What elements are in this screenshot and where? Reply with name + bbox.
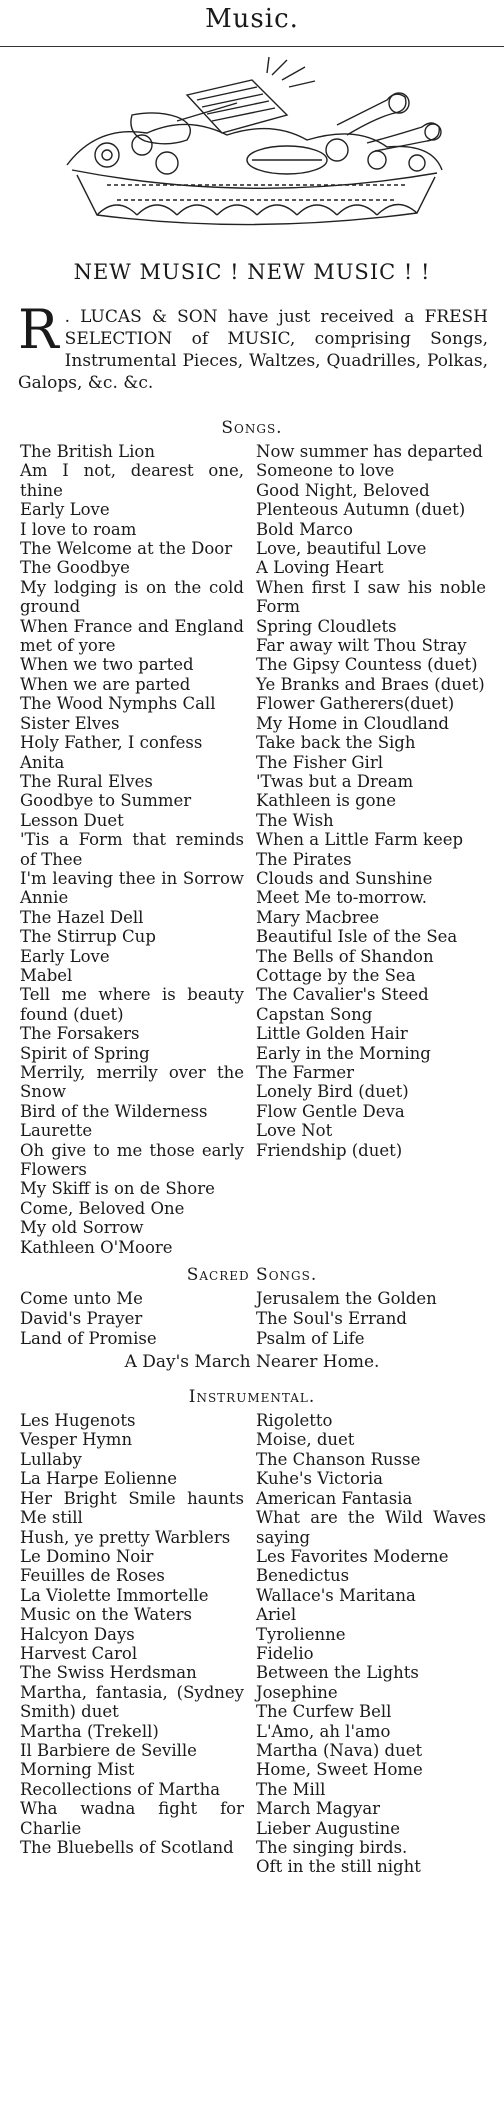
list-item: David's Prayer [20, 1309, 143, 1329]
list-item: Josephine [256, 1682, 338, 1702]
list-item: I love to roam [20, 519, 137, 539]
list-item: Lieber Augustine [256, 1818, 400, 1838]
list-item: Tyrolienne [256, 1624, 346, 1644]
list-item: Wha wadna fight for Charlie [20, 1799, 244, 1838]
list-item: The Wish [256, 810, 334, 830]
list-item: Spring Cloudlets [256, 616, 397, 636]
list-item: March Magyar [256, 1799, 381, 1819]
list-item: Plenteous Autumn (duet) [256, 500, 466, 520]
list-item: Ariel [256, 1605, 297, 1625]
list-item: The Rural Elves [20, 771, 153, 791]
list-item: Oh give to me those early Flowers [20, 1140, 244, 1180]
list-item: Martha (Nava) duet [256, 1740, 423, 1760]
list-item: Le Domino Noir [20, 1546, 154, 1566]
list-item: Ye Branks and Braes (duet) [256, 674, 485, 694]
list-item: Moise, duet [256, 1430, 355, 1450]
list-item: Her Bright Smile haunts Me still [20, 1488, 244, 1528]
list-item: Mary Macbree [256, 907, 380, 927]
list-item: A Loving Heart [256, 558, 384, 578]
intro-text: . LUCAS & SON have just received a FRESH SELECTION of MUSIC, comprising Songs, Instrumental Pieces, Waltzes, Quadrilles, Polkas, Galops, &c. &c. [18, 307, 488, 393]
page-title: Music. [205, 4, 299, 34]
list-item: Land of Promise [20, 1329, 157, 1349]
column-header [0, 0, 504, 47]
list-item: Halcyon Days [20, 1624, 135, 1644]
list-item: The Wood Nymphs Call [20, 694, 216, 714]
list-item: L'Amo, ah l'amo [256, 1721, 391, 1741]
list-item: Kathleen O'Moore [20, 1237, 173, 1257]
list-item: Meet Me to-morrow. [256, 888, 428, 908]
list-item: When France and England met of yore [20, 616, 244, 656]
list-item: Morning Mist [20, 1760, 135, 1780]
list-item: The British Lion [20, 442, 155, 461]
music-instruments-illustration [37, 55, 467, 230]
list-item: Lullaby [20, 1449, 82, 1469]
section-title-sacred: Sacred Songs. [186, 1265, 318, 1286]
list-item: My Home in Cloudland [256, 713, 449, 733]
list-item: Clouds and Sunshine [256, 868, 433, 888]
list-item: Music on the Waters [20, 1605, 192, 1625]
list-item: Benedictus [256, 1566, 350, 1586]
list-item: Lonely Bird (duet) [256, 1082, 409, 1102]
list-item: Am I not, dearest one, thine [20, 461, 244, 500]
list-item: The Farmer [256, 1063, 354, 1082]
list-item: Harvest Carol [20, 1643, 138, 1663]
list-item: Recollections of Martha [20, 1779, 221, 1799]
new-music-banner: NEW MUSIC ! NEW MUSIC ! ! [73, 260, 431, 284]
list-item: Les Hugenots [20, 1411, 136, 1431]
list-item: Sister Elves [20, 713, 120, 733]
list-item: Fidelio [256, 1643, 314, 1663]
intro-paragraph [18, 298, 488, 394]
list-item: Early Love [20, 946, 110, 966]
list-item: Home, Sweet Home [256, 1760, 423, 1780]
list-item: The Fisher Girl [256, 752, 383, 772]
list-item: Love Not [256, 1121, 333, 1141]
list-item: Anita [20, 752, 65, 772]
songs-list [0, 442, 504, 1257]
list-item: The Hazel Dell [20, 907, 144, 927]
list-item: Come, Beloved One [20, 1198, 185, 1218]
sacred-list [0, 1289, 504, 1349]
list-item: My old Sorrow [20, 1218, 144, 1238]
list-item: Vesper Hymn [20, 1430, 133, 1450]
list-item: Capstan Song [256, 1004, 373, 1024]
list-item: Flow Gentle Deva [256, 1101, 405, 1121]
list-item: When we two parted [20, 655, 194, 675]
list-item: 'Tis a Form that reminds of Thee [20, 830, 244, 869]
list-item: The Swiss Herdsman [20, 1663, 197, 1683]
list-item: Tell me where is beauty found (duet) [20, 985, 244, 1024]
list-item: The Welcome at the Door [20, 539, 233, 559]
list-item: Holy Father, I confess [20, 733, 203, 753]
list-item: Early in the Morning [256, 1043, 431, 1063]
list-item: Cottage by the Sea [256, 965, 416, 985]
list-item: Bold Marco [256, 519, 353, 539]
list-item: Far away wilt Thou Stray [256, 636, 467, 656]
list-item: Laurette [20, 1121, 93, 1141]
list-item: The Bluebells of Scotland [20, 1838, 234, 1857]
list-item: I'm leaving thee in Sorrow Annie [20, 868, 244, 908]
list-item: Spirit of Spring [20, 1043, 150, 1063]
list-item: Between the Lights [256, 1663, 419, 1683]
list-item: The Curfew Bell [256, 1702, 392, 1722]
list-item: Martha, fantasia, (Sydney Smith) duet [20, 1682, 244, 1722]
list-item: Early Love [20, 500, 110, 520]
section-title-songs: Songs. [221, 418, 283, 438]
list-item: Flower Gatherers(duet) [256, 694, 455, 714]
list-item: American Fantasia [256, 1488, 413, 1508]
sacred-left-column [20, 1289, 244, 1349]
list-item: The Soul's Errand [256, 1309, 407, 1329]
list-item: Goodbye to Summer [20, 791, 192, 811]
list-item: Little Golden Hair [256, 1024, 408, 1044]
list-item: Kathleen is gone [256, 791, 396, 811]
sacred-right-column [256, 1289, 486, 1349]
songs-left-column [20, 442, 244, 1257]
section-title-instrumental: Instrumental. [188, 1387, 316, 1408]
list-item: When we are parted [20, 674, 191, 694]
list-item: When a Little Farm keep [256, 830, 464, 850]
list-item: Wallace's Maritana [256, 1585, 416, 1605]
list-item: The Cavalier's Steed [256, 985, 429, 1005]
list-item: La Harpe Eolienne [20, 1469, 178, 1489]
list-item: The Chanson Russe [256, 1449, 421, 1469]
list-item: The singing birds. [256, 1838, 408, 1857]
list-item: Merrily, merrily over the Snow [20, 1063, 244, 1102]
list-item: Take back the Sigh [256, 733, 416, 753]
list-item: Il Barbiere de Seville [20, 1740, 197, 1760]
list-item: Now summer has departed [256, 442, 483, 461]
list-item: 'Twas but a Dream [256, 771, 414, 791]
list-item: The Forsakers [20, 1024, 140, 1044]
list-item: When first I saw his noble Form [256, 577, 486, 617]
list-item: Kuhe's Victoria [256, 1469, 383, 1489]
list-item: The Stirrup Cup [20, 927, 156, 947]
list-item: Mabel [20, 965, 73, 985]
list-item: La Violette Immortelle [20, 1585, 209, 1605]
drop-cap: R [18, 298, 59, 361]
list-item: Lesson Duet [20, 810, 124, 830]
list-item: The Pirates [256, 849, 352, 869]
list-item: Good Night, Beloved [256, 480, 430, 500]
list-item: Les Favorites Moderne [256, 1546, 449, 1566]
list-item: Come unto Me [20, 1289, 143, 1309]
instrumental-list [0, 1411, 504, 1877]
sacred-closing-title: A Day's March Nearer Home. [124, 1352, 380, 1373]
list-item: My Skiff is on de Shore [20, 1179, 215, 1199]
instrumental-left-column [20, 1411, 244, 1877]
list-item: Martha (Trekell) [20, 1721, 159, 1741]
list-item: The Gipsy Countess (duet) [256, 655, 478, 675]
list-item: Friendship (duet) [256, 1140, 403, 1160]
list-item: What are the Wild Waves saying [256, 1508, 486, 1547]
list-item: My lodging is on the cold ground [20, 577, 244, 617]
list-item: Rigoletto [256, 1411, 333, 1431]
list-item: Love, beautiful Love [256, 539, 427, 559]
list-item: Bird of the Wilderness [20, 1101, 208, 1121]
list-item: Psalm of Life [256, 1329, 365, 1349]
list-item: The Mill [256, 1779, 326, 1799]
list-item: Beautiful Isle of the Sea [256, 927, 458, 947]
list-item: Someone to love [256, 461, 395, 481]
list-item: Jerusalem the Golden [256, 1289, 437, 1309]
instrumental-right-column [256, 1411, 486, 1877]
list-item: Hush, ye pretty Warblers [20, 1527, 231, 1547]
list-item: Feuilles de Roses [20, 1566, 165, 1586]
list-item: Oft in the still night [256, 1857, 421, 1877]
list-item: The Goodbye [20, 558, 130, 578]
list-item: The Bells of Shandon [256, 946, 434, 966]
songs-right-column [256, 442, 486, 1257]
